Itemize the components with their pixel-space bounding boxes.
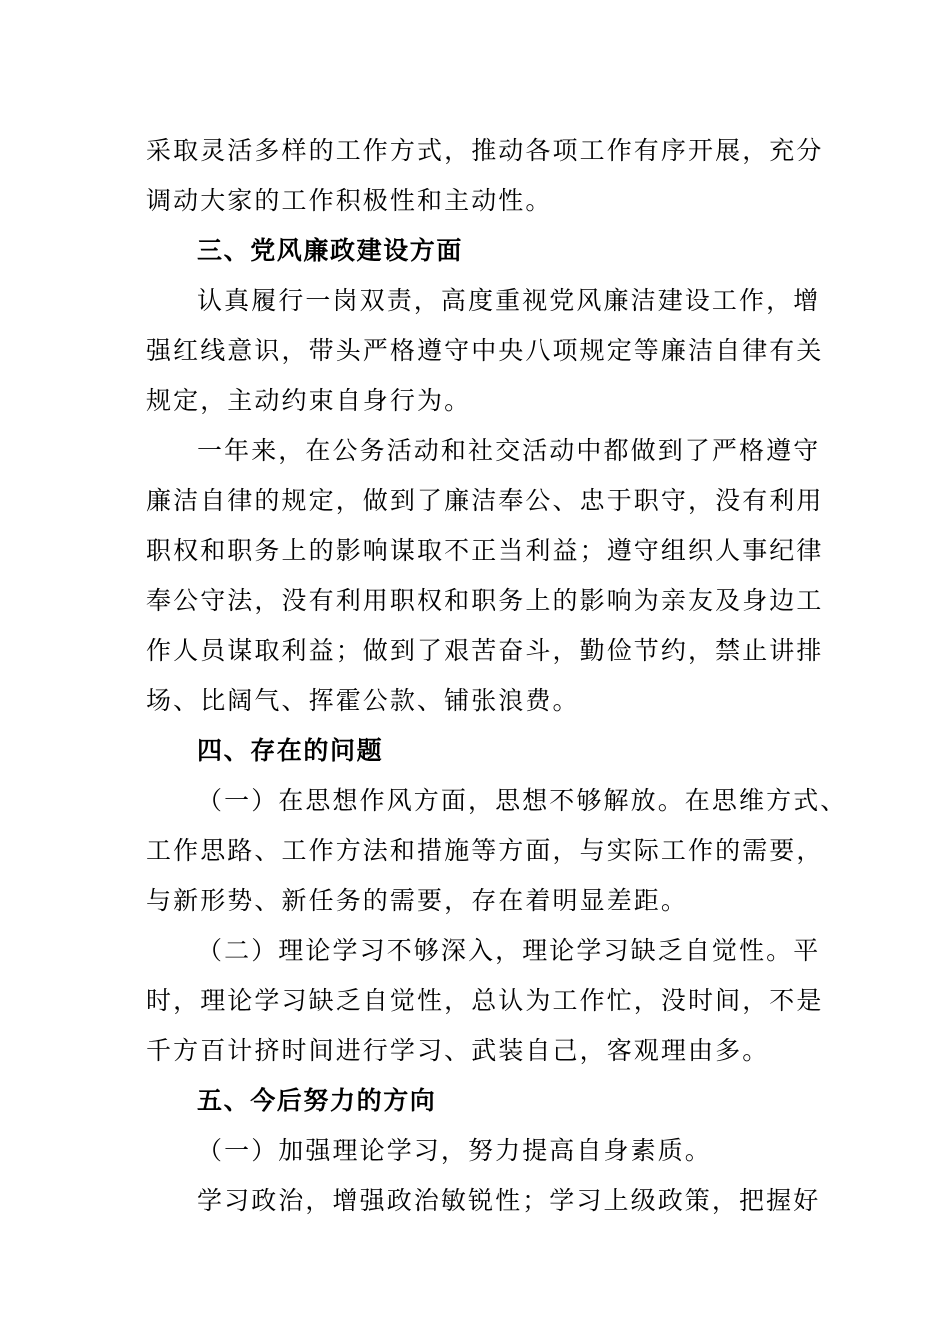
body-text-line: （一）加强理论学习，努力提高自身素质。 xyxy=(197,1136,712,1165)
body-text-line: 调动大家的工作积极性和主动性。 xyxy=(146,186,553,215)
body-text-line: 奉公守法，没有利用职权和职务上的影响为亲友及身边工 xyxy=(146,586,824,615)
body-text-line: （一）在思想作风方面，思想不够解放。在思维方式、 xyxy=(197,786,848,815)
section-heading: 四、存在的问题 xyxy=(197,736,384,765)
body-text-line: 场、比阔气、挥霍公款、铺张浪费。 xyxy=(146,686,580,715)
body-text-line: 廉洁自律的规定，做到了廉洁奉公、忠于职守，没有利用 xyxy=(146,486,824,515)
section-heading: 五、今后努力的方向 xyxy=(197,1086,437,1115)
body-text-line: 与新形势、新任务的需要，存在着明显差距。 xyxy=(146,886,689,915)
body-text-line: （二）理论学习不够深入，理论学习缺乏自觉性。平 xyxy=(197,936,821,965)
body-text-line: 采取灵活多样的工作方式，推动各项工作有序开展，充分 xyxy=(146,136,824,165)
body-text-line: 强红线意识，带头严格遵守中央八项规定等廉洁自律有关 xyxy=(146,336,824,365)
section-heading: 三、党风廉政建设方面 xyxy=(197,236,464,265)
body-text-line: 千方百计挤时间进行学习、武装自己，客观理由多。 xyxy=(146,1036,770,1065)
body-text-line: 学习政治，增强政治敏锐性；学习上级政策，把握好 xyxy=(197,1186,821,1215)
body-text-line: 工作思路、工作方法和措施等方面，与实际工作的需要， xyxy=(146,836,824,865)
body-text-line: 职权和职务上的影响谋取不正当利益；遵守组织人事纪律 xyxy=(146,536,824,565)
body-text-line: 时，理论学习缺乏自觉性，总认为工作忙，没时间，不是 xyxy=(146,986,824,1015)
body-text-line: 作人员谋取利益；做到了艰苦奋斗，勤俭节约，禁止讲排 xyxy=(146,636,824,665)
body-text-line: 一年来，在公务活动和社交活动中都做到了严格遵守 xyxy=(197,436,821,465)
body-text-line: 规定，主动约束自身行为。 xyxy=(146,386,472,415)
body-text-line: 认真履行一岗双责，高度重视党风廉洁建设工作，增 xyxy=(197,286,821,315)
